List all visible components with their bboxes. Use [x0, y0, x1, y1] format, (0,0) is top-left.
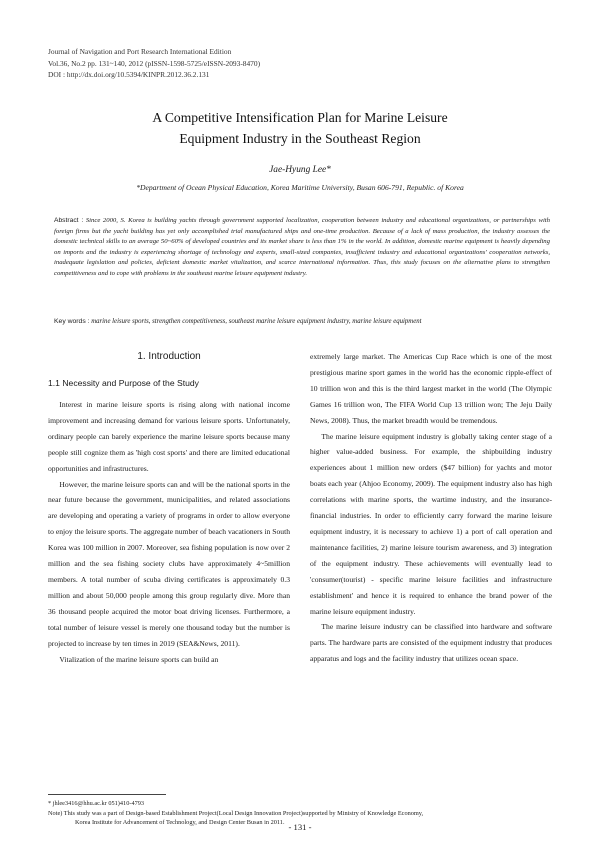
footnote-divider: [48, 794, 166, 795]
journal-volume: Vol.36, No.2 pp. 131~140, 2012 (pISSN-1598-5725/eISSN-2093-8470): [48, 58, 261, 68]
right-column: [310, 349, 552, 667]
title-block: [0, 107, 600, 192]
abstract: [54, 216, 550, 280]
funding-note-continued: Korea Institute for Advancement of Technology, and Design Center Busan in 2011.: [75, 819, 285, 826]
journal-header: [48, 46, 260, 81]
abstract-label: Abstract :: [54, 217, 84, 224]
author-contact: * jhlee3416@hhu.ac.kr 051)410-4793: [48, 800, 145, 807]
funding-note: Note) This study was a part of Design-based Establishment Project(Local Design Innovation Project)supported by Ministry of Knowledge Economy,: [48, 809, 424, 817]
author-name: Jae-Hyung Lee*: [269, 165, 331, 175]
paper-title: [0, 107, 600, 149]
paragraph: extremely large market. The Americas Cup Race which is one of the most prestigious marine sport games in the world has the economic ripple-effect of 10 trillion won and this is the third largest market in the world (The Olympic Games 16 trillion won, The FIFA World Cup 13 trillion won; The Jeju Daily News, 2008). Thus, the market breadth would be tremendous.: [310, 352, 552, 425]
title-line-2: Equipment Industry in the Southeast Region: [179, 131, 421, 146]
title-line-1: A Competitive Intensification Plan for Marine Leisure: [152, 110, 448, 125]
journal-doi[interactable]: DOI : http://dx.doi.org/10.5394/KINPR.2012.36.2.131: [48, 70, 210, 79]
keywords-text: marine leisure sports, strengthen competitiveness, southeast marine leisure equipment industry, marine leisure equipment: [91, 318, 422, 325]
section-heading-introduction: 1. Introduction: [137, 351, 201, 362]
page-number: - 131 -: [288, 822, 312, 832]
paragraph: The marine leisure equipment industry is globally taking center stage of a higher value-added business. For example, the shipbuilding industry experiences about 1 million new orders ($47 billion) for yachts and motor boats each year (Ahjoo Economy, 2009). The equipment industry also has high correlations with marine sports, the wartime industry, and the insurance-financial industries. In order to efficiently carry forward the marine leisure equipment industry, it is necessary to achieve 1) a port of call operation and maintenance facilities, 2) marine leisure tourism awareness, and 3) integration of the equipment industry. These achievements will eventually lead to 'consumer(tourist) - specific marine leisure facilities and infrastructure establishment' and hence it is required to enhance the brand power of the marine leisure equipment industry.: [310, 431, 552, 616]
left-column: [48, 349, 290, 667]
abstract-text: Since 2000, S. Korea is building yachts through government supported localization, cooperation between industry and educational organizations, or partnerships with foreign firms but the yacht building has yet only accomplished trial manufactured ships and one-time production. Because of a lack of mass production, the industry assesses the domestic technical skills to an average 50~60% of developed countries and its market share is less than 1% in the world. In addition, domestic marine equipment is heavily depending on imports and the industry is experiencing shortage of technology and experts, small-sized companies, insufficient industry and educational organizations' cooperation networks, inadequate legislation and policies, deficient domestic market vitalization, and scarce international information. Thus, this study focuses on the alternative plans to strengthen competitiveness and to cope with problems in the southeast marine leisure equipment industry.: [54, 217, 551, 277]
paragraph: The marine leisure industry can be classified into hardware and software parts. The hardware parts are consisted of the equipment industry that produces apparatus and logs and the facility industry that utilizes ocean space.: [310, 622, 552, 664]
paragraph: Interest in marine leisure sports is rising along with national income improvement and increasing demand for various leisure sports. Unfortunately, ordinary people can barely experience the marine leisure sports because many people still cognize them as 'high cost sports' and there are limited educational opportunities and infrastructures.: [48, 400, 290, 473]
keywords-label: Key words :: [54, 318, 90, 325]
author-affiliation: *Department of Ocean Physical Education, Korea Maritime University, Busan 606-791, Republic. of Korea: [136, 183, 464, 192]
paragraph: However, the marine leisure sports can and will be the national sports in the near future because the government, municipalities, and related associations are developing and operating a variety of programs in order to allow everyone to enjoy the leisure sports. The aggregate number of beach vacationers in South Korea was 100 million in 2007. Moreover, sea fishing population is now over 2 million and the sea fishing society clubs have approximately 4~5million members. A total number of scuba diving certificates is approximately 0.3 million and about 50,000 people among this group regularly dive. More than 36 thousand people acquired the motor boat driving licenses. Furthermore, a total number of leisure vessel is merely one thousand today but the number is projected to increase by ten times in 2019 (SEA&News, 2011).: [48, 479, 290, 648]
keywords: [54, 318, 554, 325]
subsection-heading: 1.1 Necessity and Purpose of the Study: [48, 378, 199, 388]
paragraph: Vitalization of the marine leisure sports can build an: [59, 654, 219, 664]
journal-name: Journal of Navigation and Port Research International Edition: [48, 47, 232, 56]
